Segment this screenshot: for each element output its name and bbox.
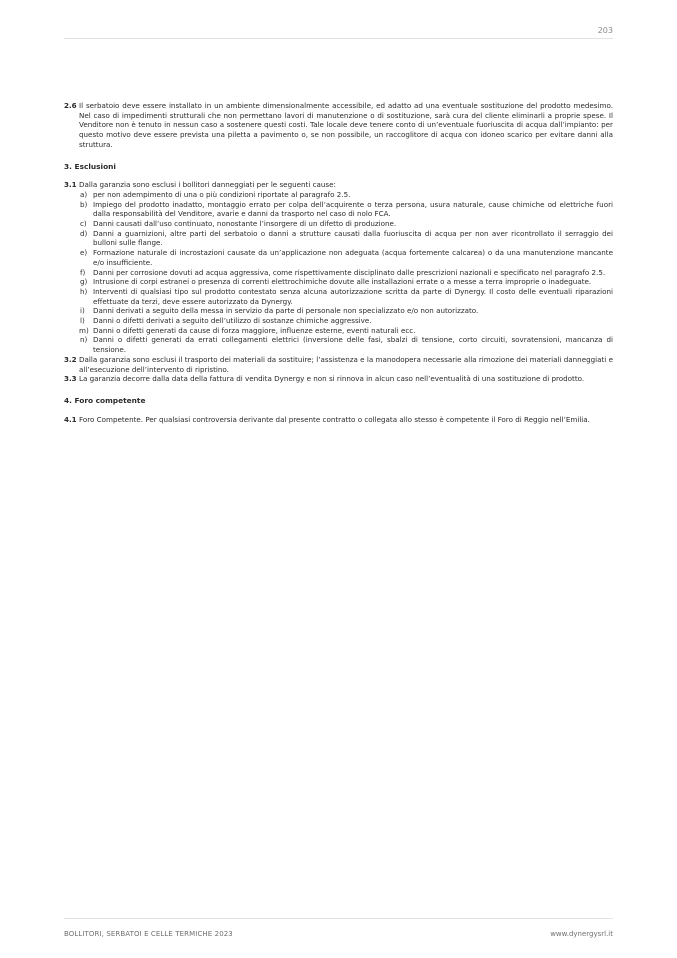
list-item-text: Danni derivati a seguito della messa in servizio da parte di personale non specializzato e/o non autorizzato. — [93, 306, 479, 316]
list-item-text: Danni causati dall’uso continuato, nonostante l’insorgere di un difetto di produzione. — [93, 219, 397, 229]
list-item-letter: g) — [80, 277, 88, 287]
paragraph-3-1 — [64, 180, 613, 190]
list-item-letter: a) — [80, 189, 88, 199]
paragraph-3-3 — [64, 374, 613, 384]
paragraph-number: 4.1 — [64, 414, 77, 424]
list-item-letter: b) — [80, 199, 88, 209]
list-item-letter: l) — [80, 316, 85, 326]
list-item-letter: h) — [80, 286, 88, 296]
list-item-text: Danni o difetti generati da cause di forza maggiore, influenze esterne, eventi naturali ecc. — [93, 325, 416, 335]
list-item — [64, 190, 613, 200]
paragraph-number: 2.6 — [64, 101, 77, 110]
list-item — [64, 219, 613, 229]
list-item-letter: m) — [79, 325, 89, 335]
list-item — [64, 268, 613, 278]
list-item-text: Danni o difetti generati da errati collegamenti elettrici (inversione delle fasi, sbalzi di tensione, corto circuiti, sovratensioni, mancanza di tensione. — [93, 335, 613, 355]
list-item — [64, 326, 613, 336]
paragraph-number: 3.1 — [64, 180, 77, 190]
list-item-letter: d) — [80, 228, 88, 238]
section-heading-esclusioni: 3. Esclusioni — [64, 161, 116, 171]
paragraph-text: Foro Competente. Per qualsiasi controversia derivante dal presente contratto o collegata allo stesso è competente il Foro di Reggio nell’Emilia. — [79, 414, 590, 424]
footer-website-link[interactable]: www.dynergysrl.it — [550, 930, 613, 938]
header-divider — [64, 38, 613, 39]
list-item-letter: e) — [80, 248, 88, 258]
paragraph-3-2 — [64, 355, 613, 374]
list-item-letter: f) — [80, 267, 86, 277]
paragraph-4-1 — [64, 415, 613, 425]
list-item-text: Danni o difetti derivati a seguito dell’utilizzo di sostanze chimiche aggressive. — [93, 316, 372, 326]
list-item-text: Impiego del prodotto inadatto, montaggio errato per colpa dell’acquirente o terza persona, usura naturale, cause chimiche od elettriche fuori dalla responsabilità del Venditore, avarie e danni da trasporto nel caso di nolo FCA. — [93, 199, 613, 219]
paragraph-number: 3.3 — [64, 374, 77, 384]
list-item-text: Formazione naturale di incrostazioni causate da un’applicazione non adeguata (acqua fortemente calcarea) o da una manutenzione mancante e/o insufficiente. — [93, 248, 613, 267]
list-item — [64, 200, 613, 219]
list-item-letter: n) — [80, 335, 88, 345]
list-item-letter: c) — [80, 219, 87, 229]
exclusions-list — [64, 190, 613, 355]
paragraph-number: 3.2 — [64, 354, 77, 364]
list-item — [64, 306, 613, 316]
list-item — [64, 335, 613, 354]
list-item-letter: i) — [80, 306, 85, 316]
paragraph-text: Dalla garanzia sono esclusi il trasporto dei materiali da sostituire; l’assistenza e la manodopera necessarie alla rimozione dei materiali danneggiati e all’esecuzione dell’intervento di ripristino. — [79, 354, 613, 374]
list-item-text: Intrusione di corpi estranei o presenza di correnti elettrochimiche dovute alle installazioni errate o a messe a terra improprie o inadeguate. — [93, 277, 592, 287]
list-item — [64, 248, 613, 267]
section-heading-foro-competente: 4. Foro competente — [64, 395, 146, 405]
list-item — [64, 287, 613, 306]
list-item-text: per non adempimento di una o più condizioni riportate al paragrafo 2.5. — [93, 189, 351, 199]
list-item-text: Danni a guarnizioni, altre parti del serbatoio o danni a strutture causati dalla fuoriuscita di acqua per non aver ricontrollato il serraggio dei bulloni sulle flange. — [93, 228, 613, 248]
list-item-text: Danni per corrosione dovuti ad acqua aggressiva, come rispettivamente disciplinato dalle prescrizioni nazionali e specificato nel paragrafo 2.5. — [93, 267, 606, 277]
list-item — [64, 316, 613, 326]
list-item-text: Interventi di qualsiasi tipo sul prodotto contestato senza alcuna autorizzazione scritta da parte di Dynergy. Il costo delle eventuali riparazioni effettuate da terzi, deve essere autorizzato da Dynergy. — [93, 286, 613, 306]
paragraph-2-6 — [64, 101, 613, 150]
list-item — [64, 277, 613, 287]
paragraph-text: Il serbatoio deve essere installato in un ambiente dimensionalmente accessibile, ed adatto ad una eventuale sostituzione del prodotto medesimo. Nel caso di impedimenti strutturali che non permettano lavori di manutenzione o di sostituzione, sarà cura del cliente eliminarli a proprie spese. Il Venditore non è tenuto in nessun caso a sostenere questi costi. Tale locale deve tenere conto di un’eventuale fuoriuscita di acqua dall’impianto: per questo motivo deve essere prevista una piletta a pavimento o, se non possibile, un raccoglitore di acqua con idoneo scarico per evitare danni alla struttura. — [79, 101, 613, 149]
footer-catalog-title: BOLLITORI, SERBATOI E CELLE TERMICHE 2023 — [64, 930, 233, 938]
document-body — [64, 101, 613, 424]
paragraph-text: La garanzia decorre dalla data della fattura di vendita Dynergy e non si rinnova in alcun caso nell’eventualità di una sostituzione di prodotto. — [79, 374, 585, 384]
footer-divider — [64, 918, 613, 919]
page-number: 203 — [597, 26, 613, 35]
list-item — [64, 229, 613, 248]
paragraph-text: Dalla garanzia sono esclusi i bollitori danneggiati per le seguenti cause: — [79, 180, 336, 190]
